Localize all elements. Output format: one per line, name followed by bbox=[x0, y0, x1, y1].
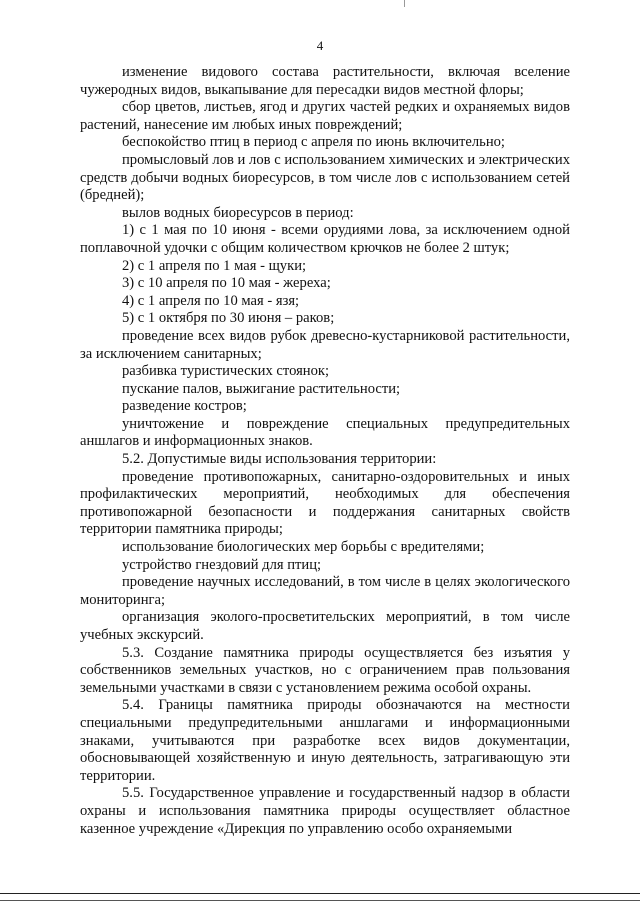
paragraph-pest-control: использование биологических мер борьбы с вредителями; bbox=[122, 539, 485, 556]
paragraph-bird-disturbance: беспокойство птиц в период с апреля по июнь включительно; bbox=[122, 134, 505, 151]
list-item-fishing-2: 2) с 1 апреля по 1 мая - щуки; bbox=[122, 257, 307, 274]
section-5-3: 5.3. Создание памятника природы осуществляется без изъятия у собственников земельных участков, но с ограничением прав пользования земельными участками в связи с установлением режима особой охраны. bbox=[80, 644, 570, 696]
section-5-2-heading: 5.2. Допустимые виды использования территории: bbox=[122, 451, 437, 468]
list-item-fishing-1: 1) с 1 мая по 10 июня - всеми орудиями лова, за исключением одной поплавочной удочки с общим количеством крючков не более 2 штук; bbox=[80, 222, 570, 256]
paragraph-fires: разведение костров; bbox=[122, 398, 247, 415]
paragraph-burning: пускание палов, выжигание растительности; bbox=[122, 380, 401, 397]
list-item-fishing-3: 3) с 10 апреля по 10 мая - жереха; bbox=[122, 275, 331, 292]
paragraph-education: организация эколого-просветительских мероприятий, в том числе учебных экскурсий. bbox=[80, 609, 570, 643]
document-body bbox=[80, 64, 570, 838]
section-5-5: 5.5. Государственное управление и государственный надзор в области охраны и использования памятника природы осуществляет областное казенное учреждение «Дирекция по управлению особо охраняемыми bbox=[80, 785, 570, 837]
paragraph-camps: разбивка туристических стоянок; bbox=[122, 363, 330, 380]
paragraph-research: проведение научных исследований, в том числе в целях экологического мониторинга; bbox=[80, 574, 570, 608]
paragraph-logging: проведение всех видов рубок древесно-кустарниковой растительности, за исключением санитарных; bbox=[80, 327, 570, 362]
scan-mark bbox=[404, 0, 405, 7]
list-item-fishing-5: 5) с 1 октября по 30 июня – раков; bbox=[122, 310, 335, 327]
section-5-4: 5.4. Границы памятника природы обозначаются на местности специальными предупредительными аншлагами и информационными знаками, учитываются при разработке всех видов документации, обосновывающей хозяйственную и иную деятельность, затрагивающую эти территории. bbox=[80, 697, 570, 784]
scan-bottom-line bbox=[0, 893, 640, 894]
paragraph-plant-collection: сбор цветов, листьев, ягод и других частей редких и охраняемых видов растений, нанесение им любых иных повреждений; bbox=[80, 99, 570, 133]
paragraph-fire-prevention: проведение противопожарных, санитарно-оздоровительных и иных профилактических мероприятий, необходимых для обеспечения противопожарной безопасности и поддержания санитарных свойств территории памятника природы; bbox=[80, 468, 570, 538]
paragraph-fishing-period: вылов водных биоресурсов в период: bbox=[122, 204, 354, 221]
page-number: 4 bbox=[316, 38, 324, 53]
list-item-fishing-4: 4) с 1 апреля по 10 мая - язя; bbox=[122, 292, 300, 309]
paragraph-nesting: устройство гнездовий для птиц; bbox=[122, 556, 322, 573]
paragraph-signs-damage: уничтожение и повреждение специальных предупредительных аншлагов и информационных знаков. bbox=[80, 415, 570, 450]
scan-bottom-line-secondary bbox=[0, 900, 640, 901]
paragraph-flora-change: изменение видового состава растительности, включая вселение чужеродных видов, выкапывание для пересадки видов местной флоры; bbox=[80, 64, 570, 98]
paragraph-industrial-fishing: промысловый лов и лов с использованием химических и электрических средств добычи водных биоресурсов, в том числе лов с использованием сетей (бредней); bbox=[80, 151, 570, 204]
